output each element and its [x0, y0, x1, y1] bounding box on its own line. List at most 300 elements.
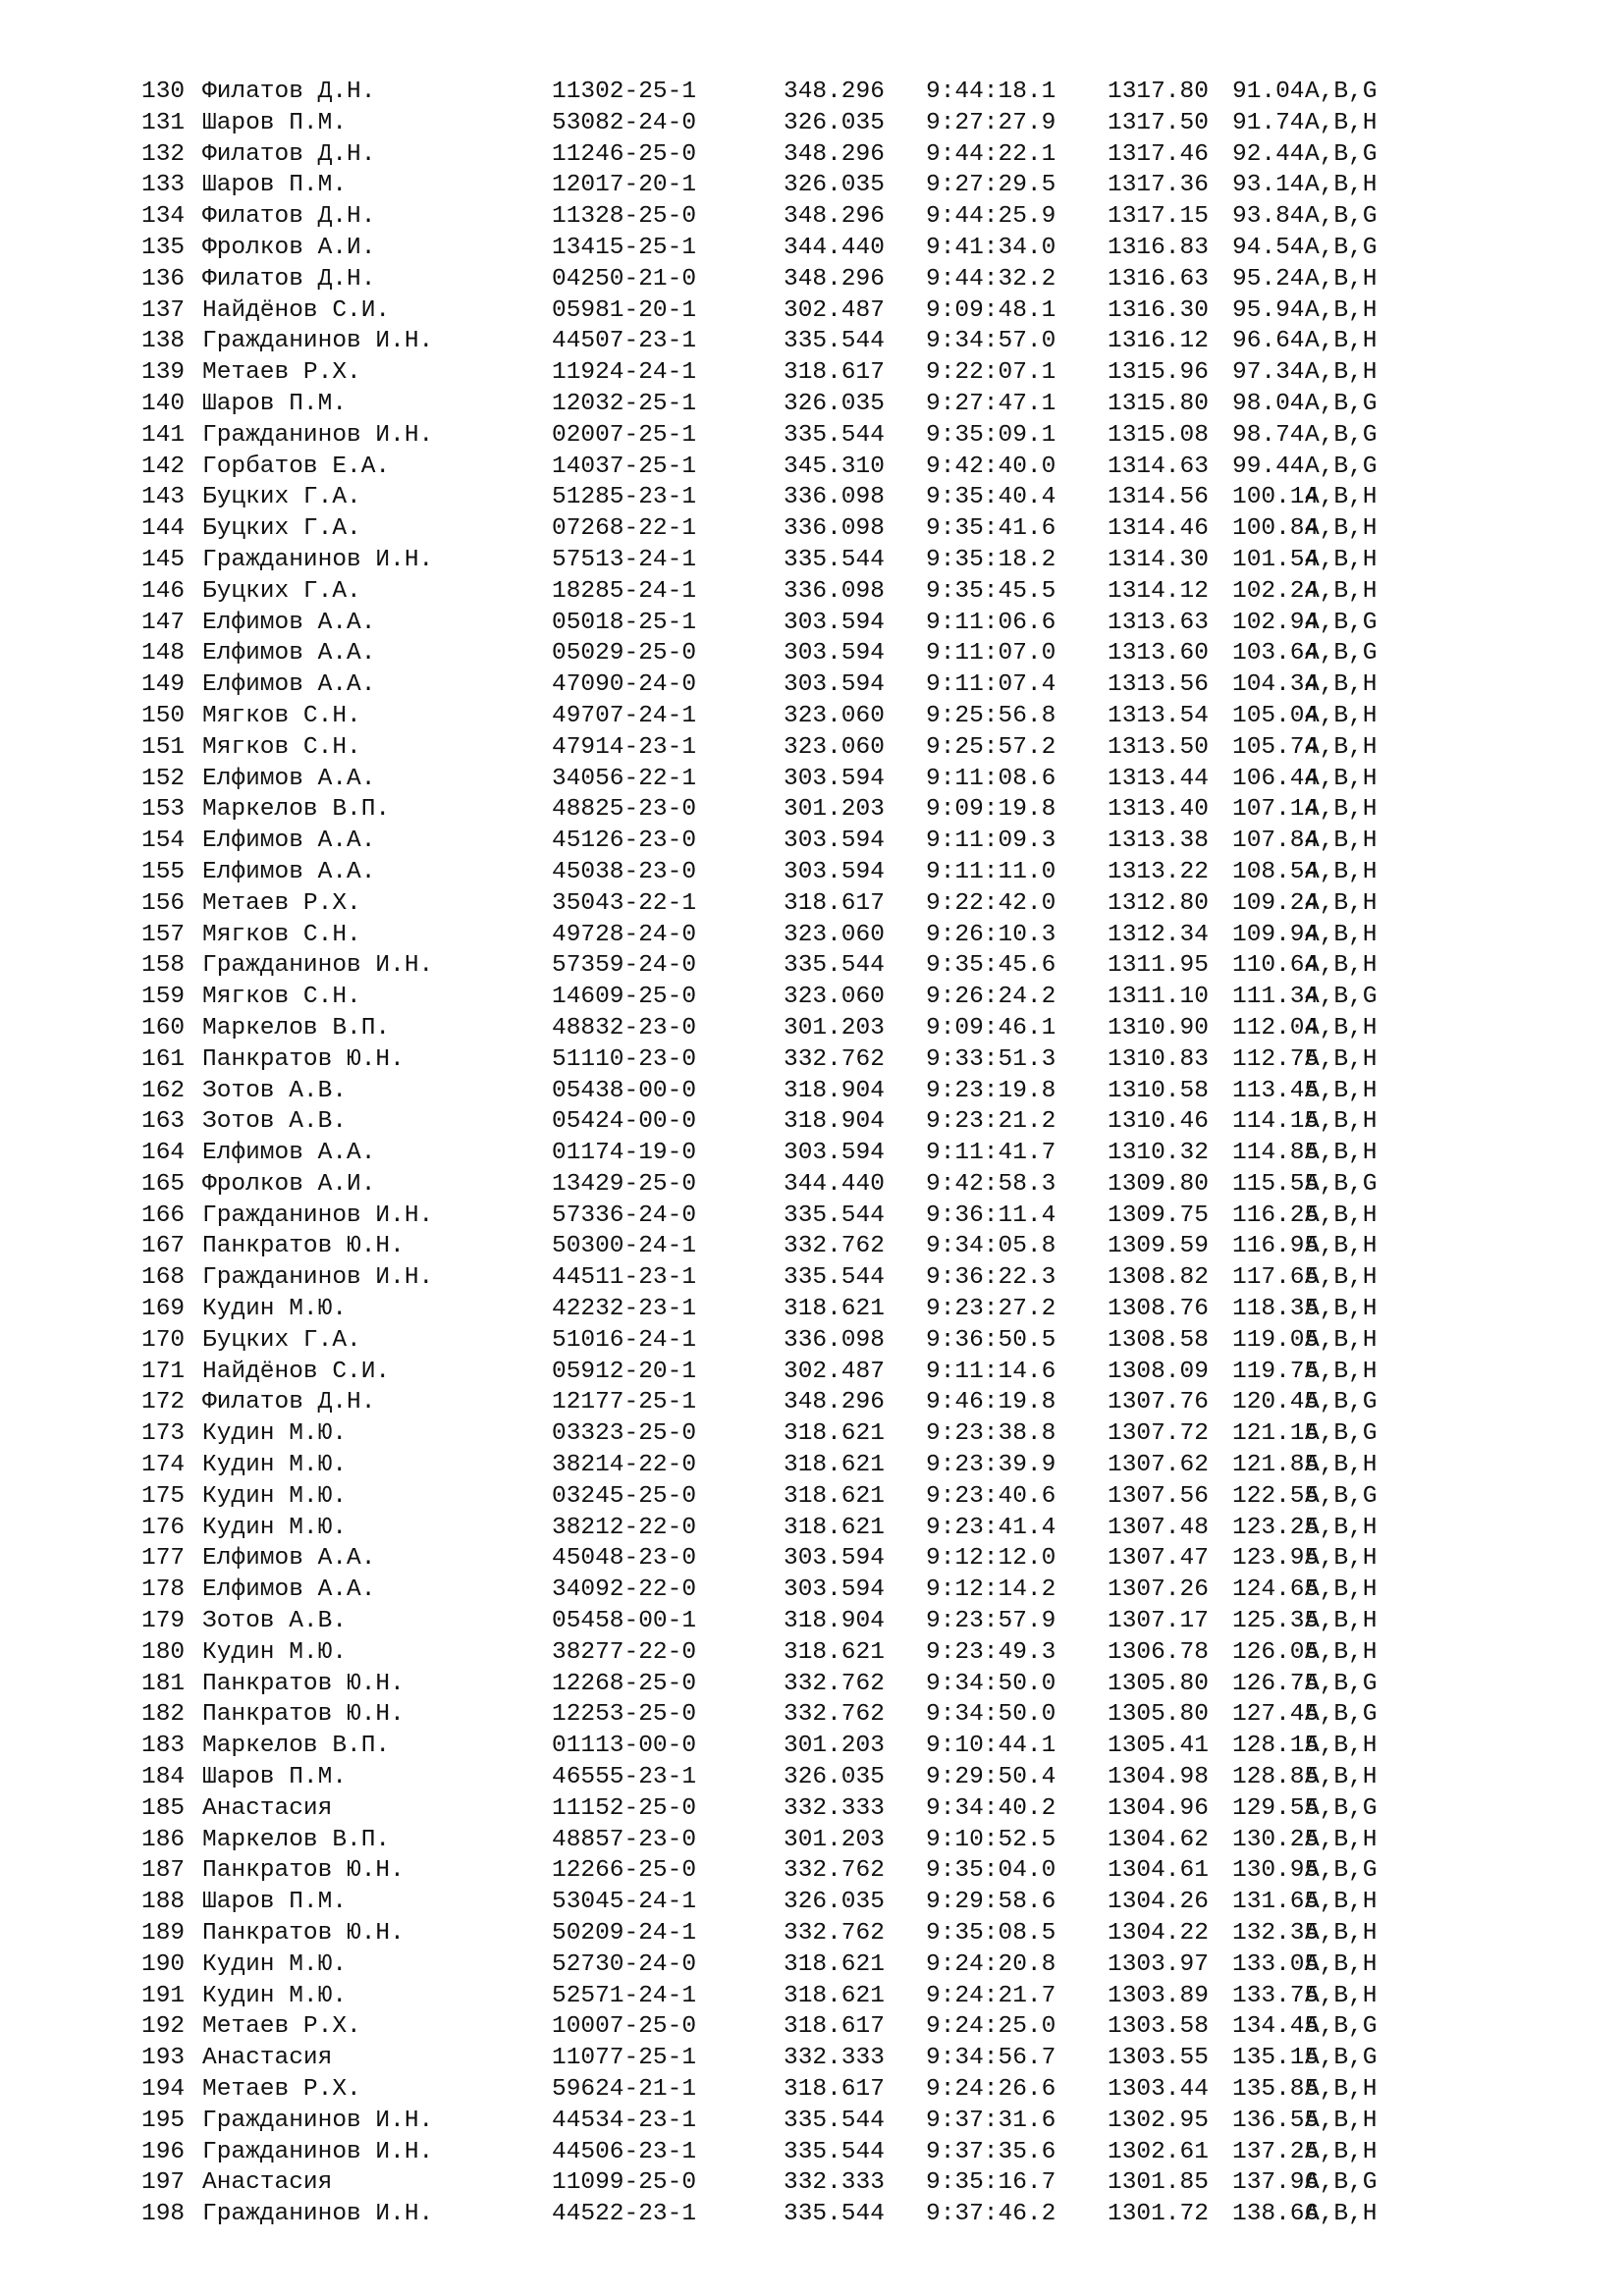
distance-cell: 326.035	[784, 1889, 885, 1916]
speed-cell: 1317.36	[1108, 172, 1209, 199]
speed-cell: 1315.08	[1108, 421, 1209, 449]
ring-number-cell: 05029-25-0	[552, 640, 697, 667]
distance-cell: 323.060	[784, 921, 885, 948]
speed-cell: 1313.56	[1108, 671, 1209, 699]
points-cell: 116.25	[1232, 1201, 1320, 1229]
speed-cell: 1312.80	[1108, 889, 1209, 917]
categories-cell: A,B,H	[1305, 1233, 1378, 1260]
place-number-cell: 156	[141, 889, 186, 917]
categories-cell: A,B,H	[1305, 1764, 1378, 1791]
place-number-cell: 151	[141, 733, 186, 761]
arrival-time-cell: 9:11:06.6	[926, 609, 1056, 636]
categories-cell: A,B,H	[1305, 1296, 1378, 1323]
place-number-cell: 130	[141, 79, 186, 105]
ring-number-cell: 57513-24-1	[552, 546, 697, 573]
table-row	[141, 2074, 1516, 2106]
points-cell: 99.44	[1232, 453, 1305, 480]
table-row	[141, 1637, 1516, 1669]
categories-cell: A,B,H	[1305, 702, 1378, 729]
owner-name-cell: Кудин М.Ю.	[202, 1950, 348, 1978]
table-row	[141, 1076, 1516, 1107]
distance-cell: 348.296	[784, 140, 885, 168]
distance-cell: 301.203	[784, 1014, 885, 1041]
ring-number-cell: 52730-24-0	[552, 1950, 697, 1978]
owner-name-cell: Метаев Р.Х.	[202, 359, 361, 387]
points-cell: 100.84	[1232, 515, 1320, 543]
place-number-cell: 135	[141, 234, 186, 261]
place-number-cell: 138	[141, 328, 186, 355]
categories-cell: A,B,G	[1305, 984, 1378, 1011]
speed-cell: 1304.62	[1108, 1826, 1209, 1853]
owner-name-cell: Горбатов Е.А.	[202, 453, 391, 480]
categories-cell: A,B,G	[1305, 2013, 1378, 2041]
place-number-cell: 165	[141, 1170, 186, 1198]
categories-cell: A,B,H	[1305, 172, 1378, 199]
ring-number-cell: 38277-22-0	[552, 1638, 697, 1666]
speed-cell: 1311.10	[1108, 984, 1209, 1011]
arrival-time-cell: 9:23:38.8	[926, 1420, 1056, 1448]
distance-cell: 332.333	[784, 2169, 885, 2197]
categories-cell: A,B,H	[1305, 1545, 1378, 1573]
points-cell: 93.84	[1232, 203, 1305, 231]
speed-cell: 1313.54	[1108, 702, 1209, 729]
arrival-time-cell: 9:25:57.2	[926, 733, 1056, 761]
points-cell: 128.15	[1232, 1733, 1320, 1760]
categories-cell: A,B,H	[1305, 858, 1378, 885]
distance-cell: 336.098	[784, 515, 885, 543]
ring-number-cell: 38214-22-0	[552, 1452, 697, 1479]
categories-cell: A,B,H	[1305, 1014, 1378, 1041]
place-number-cell: 133	[141, 172, 186, 199]
arrival-time-cell: 9:26:24.2	[926, 984, 1056, 1011]
distance-cell: 332.333	[784, 2045, 885, 2072]
points-cell: 98.04	[1232, 390, 1305, 417]
table-row	[141, 357, 1516, 389]
categories-cell: A,B,H	[1305, 1358, 1378, 1385]
arrival-time-cell: 9:11:08.6	[926, 765, 1056, 792]
arrival-time-cell: 9:09:46.1	[926, 1014, 1056, 1041]
table-row	[141, 108, 1516, 139]
ring-number-cell: 51285-23-1	[552, 484, 697, 511]
categories-cell: A,B,H	[1305, 1889, 1378, 1916]
owner-name-cell: Зотов А.В.	[202, 1608, 348, 1635]
points-cell: 112.04	[1232, 1014, 1320, 1041]
arrival-time-cell: 9:22:07.1	[926, 359, 1056, 387]
place-number-cell: 147	[141, 609, 186, 636]
ring-number-cell: 05438-00-0	[552, 1077, 697, 1104]
place-number-cell: 172	[141, 1389, 186, 1416]
speed-cell: 1304.96	[1108, 1794, 1209, 1822]
owner-name-cell: Найдёнов С.И.	[202, 296, 391, 324]
ring-number-cell: 03245-25-0	[552, 1482, 697, 1510]
owner-name-cell: Елфимов А.А.	[202, 1545, 376, 1573]
owner-name-cell: Мягков С.Н.	[202, 921, 361, 948]
table-row	[141, 545, 1516, 576]
table-row	[141, 1481, 1516, 1513]
distance-cell: 335.544	[784, 952, 885, 980]
points-cell: 98.74	[1232, 421, 1305, 449]
owner-name-cell: Буцких Г.А.	[202, 577, 361, 605]
distance-cell: 332.762	[784, 1701, 885, 1729]
ring-number-cell: 14037-25-1	[552, 453, 697, 480]
place-number-cell: 191	[141, 1982, 186, 2009]
owner-name-cell: Фролков А.И.	[202, 234, 376, 261]
categories-cell: A,B,G	[1305, 453, 1378, 480]
ring-number-cell: 05424-00-0	[552, 1108, 697, 1136]
categories-cell: A,B,H	[1305, 796, 1378, 824]
owner-name-cell: Кудин М.Ю.	[202, 1982, 348, 2009]
speed-cell: 1314.56	[1108, 484, 1209, 511]
place-number-cell: 150	[141, 702, 186, 729]
table-row	[141, 1949, 1516, 1981]
arrival-time-cell: 9:35:09.1	[926, 421, 1056, 449]
ring-number-cell: 47090-24-0	[552, 671, 697, 699]
speed-cell: 1315.80	[1108, 390, 1209, 417]
owner-name-cell: Фролков А.И.	[202, 1170, 376, 1198]
arrival-time-cell: 9:09:19.8	[926, 796, 1056, 824]
points-cell: 127.45	[1232, 1701, 1320, 1729]
ring-number-cell: 45038-23-0	[552, 858, 697, 885]
categories-cell: A,B,G	[1305, 1857, 1378, 1885]
place-number-cell: 168	[141, 1264, 186, 1292]
ring-number-cell: 01113-00-0	[552, 1733, 697, 1760]
owner-name-cell: Маркелов В.П.	[202, 796, 391, 824]
distance-cell: 348.296	[784, 1389, 885, 1416]
owner-name-cell: Мягков С.Н.	[202, 702, 361, 729]
categories-cell: A,B,H	[1305, 952, 1378, 980]
distance-cell: 318.621	[784, 1482, 885, 1510]
speed-cell: 1301.85	[1108, 2169, 1209, 2197]
table-row	[141, 2011, 1516, 2043]
points-cell: 92.44	[1232, 140, 1305, 168]
table-row	[141, 1201, 1516, 1232]
speed-cell: 1313.40	[1108, 796, 1209, 824]
ring-number-cell: 12177-25-1	[552, 1389, 697, 1416]
points-cell: 103.64	[1232, 640, 1320, 667]
table-row	[141, 1450, 1516, 1481]
place-number-cell: 195	[141, 2107, 186, 2134]
categories-cell: A,B,G	[1305, 1794, 1378, 1822]
categories-cell: A,B,H	[1305, 828, 1378, 855]
speed-cell: 1310.32	[1108, 1140, 1209, 1167]
ring-number-cell: 45048-23-0	[552, 1545, 697, 1573]
arrival-time-cell: 9:23:57.9	[926, 1608, 1056, 1635]
points-cell: 104.34	[1232, 671, 1320, 699]
arrival-time-cell: 9:34:50.0	[926, 1670, 1056, 1697]
points-cell: 108.54	[1232, 858, 1320, 885]
points-cell: 138.66	[1232, 2201, 1320, 2228]
ring-number-cell: 11924-24-1	[552, 359, 697, 387]
points-cell: 136.55	[1232, 2107, 1320, 2134]
distance-cell: 303.594	[784, 1545, 885, 1573]
points-cell: 105.04	[1232, 702, 1320, 729]
points-cell: 135.15	[1232, 2045, 1320, 2072]
table-row	[141, 1981, 1516, 2012]
table-row	[141, 1887, 1516, 1918]
table-row	[141, 1669, 1516, 1700]
points-cell: 130.25	[1232, 1826, 1320, 1853]
owner-name-cell: Мягков С.Н.	[202, 984, 361, 1011]
place-number-cell: 166	[141, 1201, 186, 1229]
distance-cell: 348.296	[784, 79, 885, 105]
distance-cell: 335.544	[784, 2138, 885, 2165]
speed-cell: 1302.95	[1108, 2107, 1209, 2134]
ring-number-cell: 05018-25-1	[552, 609, 697, 636]
place-number-cell: 169	[141, 1296, 186, 1323]
points-cell: 132.35	[1232, 1920, 1320, 1948]
distance-cell: 332.762	[784, 1233, 885, 1260]
owner-name-cell: Панкратов Ю.Н.	[202, 1045, 405, 1073]
categories-cell: A,B,H	[1305, 1140, 1378, 1167]
points-cell: 105.74	[1232, 733, 1320, 761]
categories-cell: A,B,G	[1305, 79, 1378, 105]
arrival-time-cell: 9:23:27.2	[926, 1296, 1056, 1323]
distance-cell: 301.203	[784, 1733, 885, 1760]
place-number-cell: 184	[141, 1764, 186, 1791]
arrival-time-cell: 9:35:16.7	[926, 2169, 1056, 2197]
place-number-cell: 140	[141, 390, 186, 417]
place-number-cell: 144	[141, 515, 186, 543]
table-row	[141, 1013, 1516, 1044]
place-number-cell: 136	[141, 265, 186, 293]
ring-number-cell: 44507-23-1	[552, 328, 697, 355]
distance-cell: 332.333	[784, 1794, 885, 1822]
ring-number-cell: 47914-23-1	[552, 733, 697, 761]
owner-name-cell: Гражданинов И.Н.	[202, 2201, 434, 2228]
distance-cell: 318.617	[784, 889, 885, 917]
place-number-cell: 186	[141, 1826, 186, 1853]
table-row	[141, 1325, 1516, 1357]
place-number-cell: 162	[141, 1077, 186, 1104]
points-cell: 128.85	[1232, 1764, 1320, 1791]
table-row	[141, 513, 1516, 545]
place-number-cell: 196	[141, 2138, 186, 2165]
table-row	[141, 920, 1516, 951]
ring-number-cell: 02007-25-1	[552, 421, 697, 449]
arrival-time-cell: 9:24:21.7	[926, 1982, 1056, 2009]
table-row	[141, 982, 1516, 1013]
ring-number-cell: 05458-00-1	[552, 1608, 697, 1635]
table-row	[141, 857, 1516, 888]
table-row	[141, 2167, 1516, 2199]
categories-cell: A,B,G	[1305, 1420, 1378, 1448]
speed-cell: 1310.46	[1108, 1108, 1209, 1136]
distance-cell: 348.296	[784, 203, 885, 231]
arrival-time-cell: 9:11:41.7	[926, 1140, 1056, 1167]
categories-cell: A,B,G	[1305, 140, 1378, 168]
distance-cell: 326.035	[784, 390, 885, 417]
table-row	[141, 1231, 1516, 1262]
distance-cell: 303.594	[784, 609, 885, 636]
owner-name-cell: Метаев Р.Х.	[202, 2076, 361, 2103]
speed-cell: 1310.58	[1108, 1077, 1209, 1104]
points-cell: 135.85	[1232, 2076, 1320, 2103]
arrival-time-cell: 9:11:07.4	[926, 671, 1056, 699]
owner-name-cell: Панкратов Ю.Н.	[202, 1233, 405, 1260]
ring-number-cell: 53045-24-1	[552, 1889, 697, 1916]
ring-number-cell: 05912-20-1	[552, 1358, 697, 1385]
ring-number-cell: 48825-23-0	[552, 796, 697, 824]
ring-number-cell: 11302-25-1	[552, 79, 697, 105]
speed-cell: 1310.83	[1108, 1045, 1209, 1073]
speed-cell: 1303.89	[1108, 1982, 1209, 2009]
ring-number-cell: 11099-25-0	[552, 2169, 697, 2197]
distance-cell: 301.203	[784, 1826, 885, 1853]
table-row	[141, 1044, 1516, 1076]
distance-cell: 335.544	[784, 2107, 885, 2134]
place-number-cell: 145	[141, 546, 186, 573]
ring-number-cell: 42232-23-1	[552, 1296, 697, 1323]
speed-cell: 1304.22	[1108, 1920, 1209, 1948]
place-number-cell: 163	[141, 1108, 186, 1136]
points-cell: 112.75	[1232, 1045, 1320, 1073]
owner-name-cell: Мягков С.Н.	[202, 733, 361, 761]
points-cell: 133.05	[1232, 1950, 1320, 1978]
points-cell: 118.35	[1232, 1296, 1320, 1323]
table-row	[141, 139, 1516, 171]
distance-cell: 332.762	[784, 1857, 885, 1885]
arrival-time-cell: 9:29:50.4	[926, 1764, 1056, 1791]
categories-cell: A,B,G	[1305, 1170, 1378, 1198]
categories-cell: A,B,H	[1305, 1108, 1378, 1136]
speed-cell: 1303.97	[1108, 1950, 1209, 1978]
owner-name-cell: Гражданинов И.Н.	[202, 952, 434, 980]
points-cell: 117.65	[1232, 1264, 1320, 1292]
place-number-cell: 146	[141, 577, 186, 605]
arrival-time-cell: 9:27:47.1	[926, 390, 1056, 417]
place-number-cell: 132	[141, 140, 186, 168]
speed-cell: 1316.83	[1108, 234, 1209, 261]
arrival-time-cell: 9:23:39.9	[926, 1452, 1056, 1479]
arrival-time-cell: 9:12:12.0	[926, 1545, 1056, 1573]
ring-number-cell: 18285-24-1	[552, 577, 697, 605]
speed-cell: 1302.61	[1108, 2138, 1209, 2165]
distance-cell: 318.621	[784, 1296, 885, 1323]
distance-cell: 323.060	[784, 733, 885, 761]
table-row	[141, 201, 1516, 233]
place-number-cell: 148	[141, 640, 186, 667]
categories-cell: A,B,G	[1305, 234, 1378, 261]
table-row	[141, 452, 1516, 483]
arrival-time-cell: 9:11:14.6	[926, 1358, 1056, 1385]
arrival-time-cell: 9:27:27.9	[926, 109, 1056, 136]
owner-name-cell: Филатов Д.Н.	[202, 79, 376, 105]
table-row	[141, 1731, 1516, 1762]
distance-cell: 318.621	[784, 1420, 885, 1448]
arrival-time-cell: 9:35:18.2	[926, 546, 1056, 573]
arrival-time-cell: 9:44:18.1	[926, 79, 1056, 105]
points-cell: 101.54	[1232, 546, 1320, 573]
speed-cell: 1317.46	[1108, 140, 1209, 168]
arrival-time-cell: 9:22:42.0	[926, 889, 1056, 917]
arrival-time-cell: 9:35:04.0	[926, 1857, 1056, 1885]
categories-cell: A,B,H	[1305, 1514, 1378, 1541]
speed-cell: 1316.30	[1108, 296, 1209, 324]
table-row	[141, 1762, 1516, 1793]
place-number-cell: 143	[141, 484, 186, 511]
table-row	[141, 669, 1516, 701]
owner-name-cell: Буцких Г.А.	[202, 1326, 361, 1354]
place-number-cell: 187	[141, 1857, 186, 1885]
ring-number-cell: 13429-25-0	[552, 1170, 697, 1198]
speed-cell: 1310.90	[1108, 1014, 1209, 1041]
speed-cell: 1309.59	[1108, 1233, 1209, 1260]
owner-name-cell: Метаев Р.Х.	[202, 2013, 361, 2041]
ring-number-cell: 44522-23-1	[552, 2201, 697, 2228]
distance-cell: 336.098	[784, 484, 885, 511]
distance-cell: 318.617	[784, 2013, 885, 2041]
speed-cell: 1307.72	[1108, 1420, 1209, 1448]
distance-cell: 335.544	[784, 1264, 885, 1292]
table-row	[141, 576, 1516, 608]
speed-cell: 1303.44	[1108, 2076, 1209, 2103]
arrival-time-cell: 9:44:22.1	[926, 140, 1056, 168]
ring-number-cell: 12017-20-1	[552, 172, 697, 199]
arrival-time-cell: 9:26:10.3	[926, 921, 1056, 948]
speed-cell: 1308.76	[1108, 1296, 1209, 1323]
place-number-cell: 171	[141, 1358, 186, 1385]
place-number-cell: 197	[141, 2169, 186, 2197]
place-number-cell: 185	[141, 1794, 186, 1822]
owner-name-cell: Маркелов В.П.	[202, 1826, 391, 1853]
owner-name-cell: Шаров П.М.	[202, 109, 348, 136]
owner-name-cell: Панкратов Ю.Н.	[202, 1670, 405, 1697]
speed-cell: 1311.95	[1108, 952, 1209, 980]
ring-number-cell: 12268-25-0	[552, 1670, 697, 1697]
table-row	[141, 2199, 1516, 2230]
categories-cell: A,B,H	[1305, 2201, 1378, 2228]
place-number-cell: 193	[141, 2045, 186, 2072]
points-cell: 125.35	[1232, 1608, 1320, 1635]
points-cell: 109.24	[1232, 889, 1320, 917]
categories-cell: A,B,H	[1305, 577, 1378, 605]
place-number-cell: 198	[141, 2201, 186, 2228]
owner-name-cell: Елфимов А.А.	[202, 1140, 376, 1167]
categories-cell: A,B,H	[1305, 1077, 1378, 1104]
owner-name-cell: Гражданинов И.Н.	[202, 2107, 434, 2134]
points-cell: 107.14	[1232, 796, 1320, 824]
speed-cell: 1313.50	[1108, 733, 1209, 761]
owner-name-cell: Елфимов А.А.	[202, 858, 376, 885]
points-cell: 120.45	[1232, 1389, 1320, 1416]
categories-cell: A,B,H	[1305, 296, 1378, 324]
speed-cell: 1308.82	[1108, 1264, 1209, 1292]
points-cell: 102.24	[1232, 577, 1320, 605]
speed-cell: 1304.61	[1108, 1857, 1209, 1885]
distance-cell: 335.544	[784, 2201, 885, 2228]
categories-cell: A,B,H	[1305, 328, 1378, 355]
distance-cell: 332.762	[784, 1920, 885, 1948]
distance-cell: 302.487	[784, 296, 885, 324]
categories-cell: A,B,H	[1305, 889, 1378, 917]
points-cell: 131.65	[1232, 1889, 1320, 1916]
arrival-time-cell: 9:34:57.0	[926, 328, 1056, 355]
speed-cell: 1314.46	[1108, 515, 1209, 543]
ring-number-cell: 45126-23-0	[552, 828, 697, 855]
table-row	[141, 1106, 1516, 1138]
table-row	[141, 1793, 1516, 1825]
distance-cell: 348.296	[784, 265, 885, 293]
table-row	[141, 2137, 1516, 2168]
speed-cell: 1303.58	[1108, 2013, 1209, 2041]
categories-cell: A,B,H	[1305, 671, 1378, 699]
place-number-cell: 152	[141, 765, 186, 792]
place-number-cell: 175	[141, 1482, 186, 1510]
arrival-time-cell: 9:34:40.2	[926, 1794, 1056, 1822]
categories-cell: A,B,H	[1305, 1045, 1378, 1073]
arrival-time-cell: 9:23:21.2	[926, 1108, 1056, 1136]
distance-cell: 303.594	[784, 671, 885, 699]
